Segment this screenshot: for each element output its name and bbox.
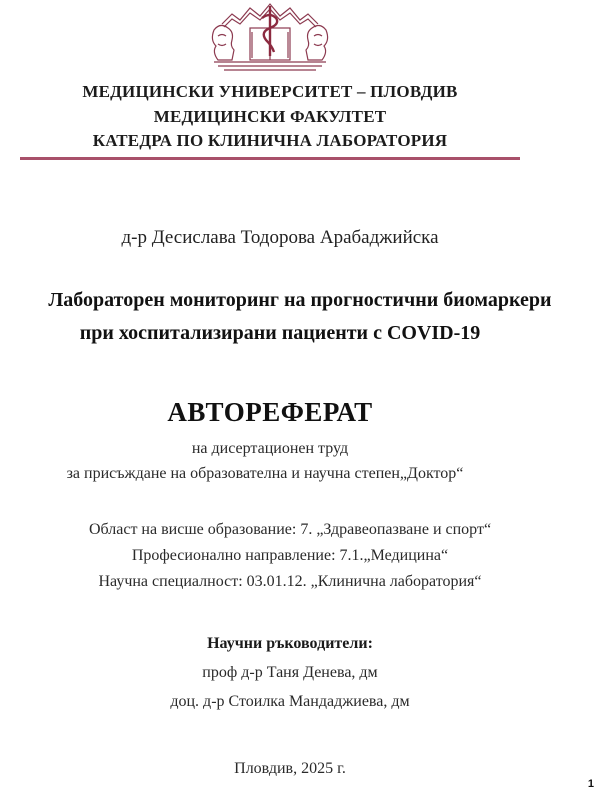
page-number: 1 [587, 778, 594, 790]
institution-name: МЕДИЦИНСКИ УНИВЕРСИТЕТ – ПЛОВДИВ [82, 82, 458, 101]
scientific-specialty: Научна специалност: 03.01.12. „Клинична лаборатория“ [98, 573, 482, 590]
department-name: КАТЕДРА ПО КЛИНИЧНА ЛАБОРАТОРИЯ [92, 131, 448, 150]
dissertation-title-line-1: Лабораторен мониторинг на прогностични биомаркери [48, 289, 552, 311]
place-and-date: Пловдив, 2025 г. [234, 760, 346, 777]
supervisor-2: доц. д-р Стоилка Мандаджиева, дм [170, 693, 410, 710]
dissertation-title-line-2: при хоспитализирани пациенти с COVID-19 [79, 322, 481, 344]
supervisor-1: проф д-р Таня Денева, дм [202, 664, 378, 681]
subtitle-line-2: за присъждане на образователна и научна степен„Доктор“ [66, 465, 464, 482]
field-of-education: Област на висше образование: 7. „Здравеопазване и спорт“ [88, 521, 492, 538]
subtitle-line-1: на дисертационен труд [191, 440, 349, 457]
author-name: д-р Десислава Тодорова Арабаджийска [121, 227, 439, 248]
header-divider [20, 157, 520, 160]
supervisors-heading: Научни ръководители: [207, 635, 373, 652]
professional-field: Професионално направление: 7.1.„Медицина“ [131, 547, 449, 564]
document-type-heading: АВТОРЕФЕРАТ [167, 397, 373, 427]
faculty-name: МЕДИЦИНСКИ ФАКУЛТЕТ [153, 107, 387, 126]
university-logo-icon [208, 0, 332, 74]
